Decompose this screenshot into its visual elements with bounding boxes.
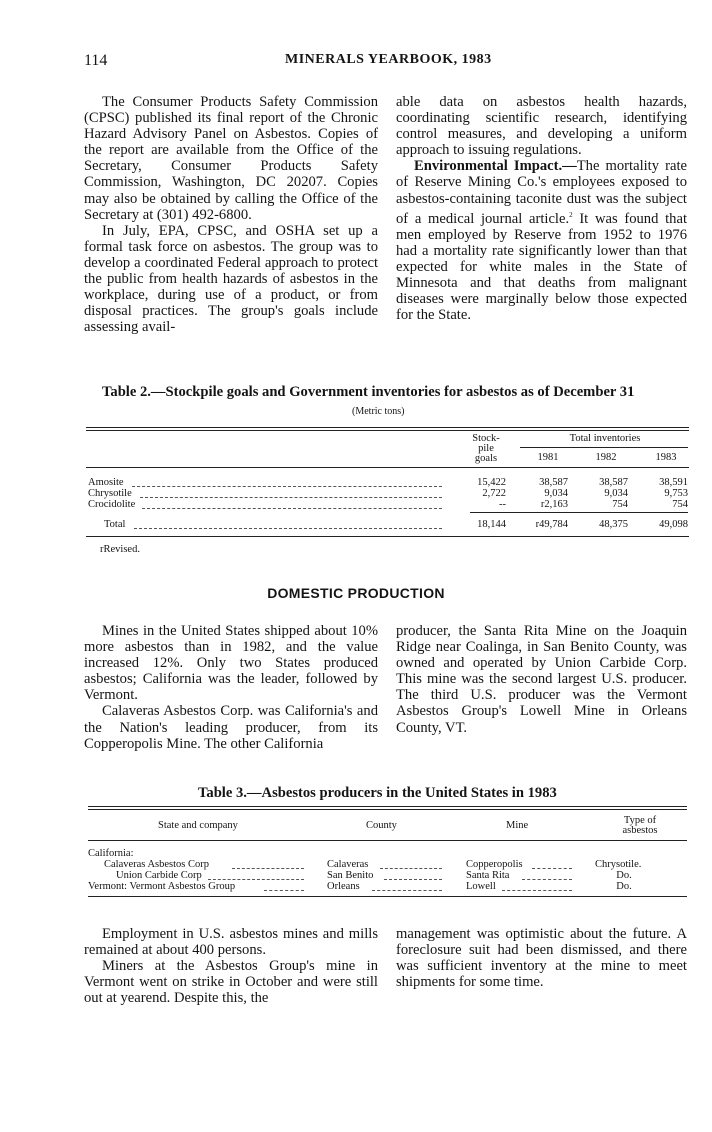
- intro-left-column: [84, 94, 378, 335]
- table3-header-county: County: [366, 820, 397, 831]
- table2-cell: 9,753: [664, 488, 688, 499]
- table2-title: Table 2.—Stockpile goals and Government inventories for asbestos as of December 31: [102, 384, 635, 400]
- table2-cell: 9,034: [604, 488, 628, 499]
- leader-dots: [532, 868, 572, 869]
- intro-paragraph-1: The Consumer Products Safety Commission (CPSC) published its final report of the Chronic Hazard Advisory Panel on Asbestos. Copies of the report are available from the Office of the Secretary, Consumer Products Safety Commission, Washington, DC 20207. Copies may also be obtained by calling the Office of the Secretary at (301) 492-6800.: [84, 94, 378, 223]
- leader-dots: [502, 890, 572, 891]
- table2-total-cell: 49,098: [659, 519, 688, 530]
- running-title: MINERALS YEARBOOK, 1983: [285, 52, 492, 67]
- leader-dots: [208, 879, 304, 880]
- table3-top-rule: [88, 806, 687, 810]
- page-number: 114: [84, 52, 108, 69]
- environmental-impact-heading: Environmental Impact.—: [414, 158, 577, 175]
- table2-group-rule: [520, 447, 688, 448]
- leader-dots: [140, 497, 442, 498]
- table2-year-1983: 1983: [655, 452, 677, 463]
- leader-dots: [134, 528, 442, 529]
- table2-cell: --: [499, 499, 506, 510]
- table3-company: Calaveras Asbestos Corp: [104, 859, 209, 870]
- leader-dots: [372, 890, 442, 891]
- leader-dots: [380, 868, 442, 869]
- intro-right-column: [396, 94, 687, 323]
- table3-type: Do.: [616, 870, 632, 881]
- table2-cell: 9,034: [544, 488, 568, 499]
- table2-subtitle: (Metric tons): [352, 406, 405, 417]
- intro-paragraph-4-text: The mortality rate of Reserve Mining Co.'s employees exposed to asbestos-containing taconite dust was the subject of a medical journal article.: [396, 158, 687, 227]
- table3-title: Table 3.—Asbestos producers in the United States in 1983: [198, 785, 557, 801]
- domestic-right-column: [396, 623, 687, 736]
- closing-paragraph-1: Employment in U.S. asbestos mines and mills remained at about 400 persons.: [84, 926, 378, 959]
- table3-header-rule: [88, 840, 687, 841]
- table3-county: San Benito: [327, 870, 374, 881]
- table2-header-rule: [86, 467, 689, 468]
- table2-cell: 38,591: [659, 477, 688, 488]
- table3-header-type-1: Type of: [623, 815, 657, 826]
- table2-footnote: rRevised.: [100, 544, 140, 555]
- intro-paragraph-4: [396, 158, 687, 323]
- table2-cell: 38,587: [539, 477, 568, 488]
- domestic-paragraph-3: producer, the Santa Rita Mine on the Joaquin Ridge near Coalinga, in San Benito County, was owned and operated by Union Carbide Corp. This mine was the second largest U.S. producer. The third U.S. producer was the Vermont Asbestos Group's Lowell Mine in Orleans County, VT.: [396, 623, 687, 736]
- leader-dots: [132, 486, 442, 487]
- table2-total-label: Total: [104, 519, 126, 530]
- table3-company: Union Carbide Corp: [116, 870, 202, 881]
- intro-paragraph-4-continued: It was found that men employed by Reserve from 1952 to 1976 had a mortality rate significantly lower than that expected for white males in the State of Minnesota and that deaths from malignant diseases were marginally below those expected for the State.: [396, 210, 687, 324]
- closing-paragraph-2: Miners at the Asbestos Group's mine in Vermont went on strike in October and were still out at yearend. Despite this, the: [84, 958, 378, 1007]
- table2-bottom-rule: [86, 536, 689, 537]
- table3-mine: Lowell: [466, 881, 496, 892]
- table2-goals-header-2: pile: [478, 443, 494, 454]
- table3-county: Calaveras: [327, 859, 369, 870]
- table3-county: Orleans: [327, 881, 360, 892]
- table3-type: Do.: [616, 881, 632, 892]
- table3-bottom-rule: [88, 896, 687, 897]
- table3-type: Chrysotile.: [595, 859, 642, 870]
- footnote-ref: 2: [569, 210, 573, 219]
- table2-row-name: Chrysotile: [88, 488, 132, 499]
- table3-mine: Santa Rita: [466, 870, 510, 881]
- leader-dots: [384, 879, 442, 880]
- leader-dots: [142, 508, 442, 509]
- table2-row-name: Crocidolite: [88, 499, 136, 510]
- table2-cell: 754: [612, 499, 628, 510]
- table2-cell: r2,163: [540, 499, 568, 510]
- table3-header-state: State and company: [158, 820, 238, 831]
- table3-header-type-2: asbestos: [622, 825, 658, 836]
- table2-cell: 754: [672, 499, 688, 510]
- table3-mine: Copperopolis: [466, 859, 523, 870]
- leader-dots: [522, 879, 572, 880]
- table2-total-rule: [470, 512, 688, 513]
- table2-total-cell: r49,784: [535, 519, 568, 530]
- table2-top-rule: [86, 427, 689, 431]
- domestic-paragraph-2: Calaveras Asbestos Corp. was California's and the Nation's leading producer, from its Copperopolis Mine. The other California: [84, 703, 378, 752]
- table3-header-mine: Mine: [506, 820, 529, 831]
- leader-dots: [232, 868, 304, 869]
- intro-paragraph-3: able data on asbestos health hazards, coordinating scientific research, identifying control measures, and developing a uniform approach to issuing regulations.: [396, 94, 687, 159]
- table2-goals-header-1: Stock-: [472, 433, 500, 444]
- section-heading: DOMESTIC PRODUCTION: [267, 585, 445, 601]
- closing-paragraph-3: management was optimistic about the future. A foreclosure suit had been dismissed, and there was sufficient inventory at the mine to meet shipments for some time.: [396, 926, 687, 991]
- table2-row-name: Amosite: [88, 477, 124, 488]
- closing-right-column: [396, 926, 687, 990]
- table3-company: Vermont: Vermont Asbestos Group: [88, 881, 236, 892]
- domestic-paragraph-1: Mines in the United States shipped about 10% more asbestos than in 1982, and the value increased 12%. Only two States produced asbestos; California was the leader, followed by Vermont.: [84, 623, 378, 704]
- intro-paragraph-2: In July, EPA, CPSC, and OSHA set up a formal task force on asbestos. The group was to develop a coordinated Federal approach to protect the public from health hazards of asbestos in the workplace, during use of a product, or from disposal practices. The group's goals include assessing avail-: [84, 222, 378, 336]
- table3-group-label: California:: [88, 848, 134, 859]
- table2-inventories-header: Total inventories: [569, 433, 641, 444]
- table2-total-cell: 18,144: [477, 519, 506, 530]
- table2-goals-header-3: goals: [474, 453, 498, 464]
- table2-year-1981: 1981: [537, 452, 559, 463]
- table2-cell: 2,722: [482, 488, 506, 499]
- table2-cell: 15,422: [477, 477, 506, 488]
- table2-total-cell: 48,375: [599, 519, 628, 530]
- closing-left-column: [84, 926, 378, 1006]
- table2-cell: 38,587: [599, 477, 628, 488]
- domestic-left-column: [84, 623, 378, 752]
- table2-year-1982: 1982: [595, 452, 617, 463]
- leader-dots: [264, 890, 304, 891]
